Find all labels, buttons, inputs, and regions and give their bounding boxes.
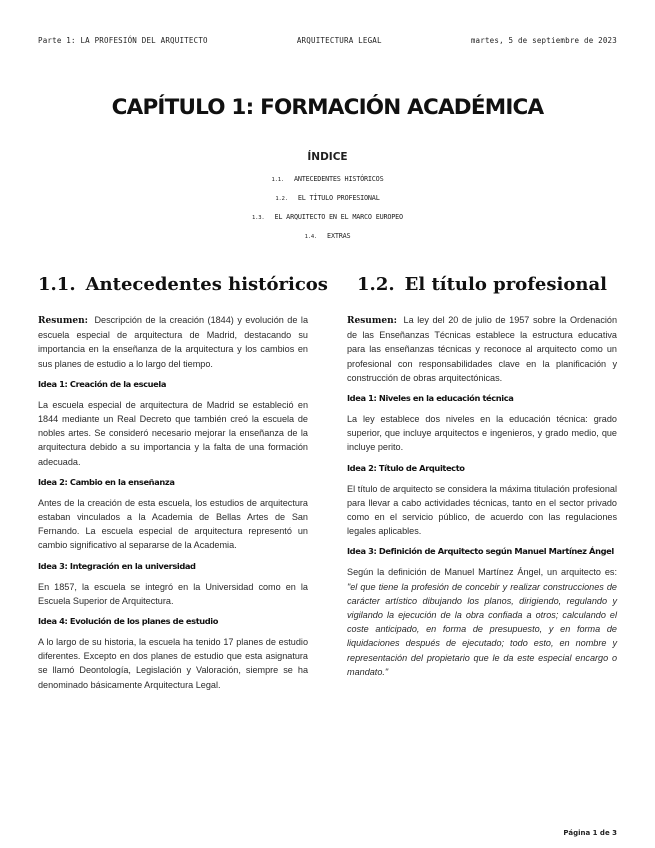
toc-item-number: 1.1. — [271, 177, 284, 183]
section-title-text: Antecedentes históricos — [85, 274, 328, 295]
summary-paragraph — [38, 313, 308, 371]
section-number: 1.2. — [357, 274, 395, 295]
toc-item-label: EL TÍTULO PROFESIONAL — [297, 194, 380, 202]
toc-item-label: ANTECEDENTES HISTÓRICOS — [293, 175, 384, 183]
section-antecedentes — [38, 274, 328, 700]
toc-item[interactable] — [0, 231, 655, 250]
toc-item-label: EL ARQUITECTO EN EL MARCO EUROPEO — [274, 213, 403, 221]
summary-text: Descripción de la creación (1844) y evolución de la escuela especial de arquitectura de Madrid, destacando su importancia en la enseñanza de la arquitectura y los cambios en sus planes de estudio a lo largo del tiempo. — [38, 315, 309, 369]
header-part-label: Parte 1: LA PROFESIÓN DEL ARQUITECTO — [38, 36, 208, 45]
summary-label: Resumen: — [347, 316, 397, 326]
idea-title: Idea 1: Creación de la escuela — [38, 378, 167, 389]
toc-item[interactable] — [0, 193, 655, 212]
toc-item[interactable] — [0, 174, 655, 193]
summary-text: La ley del 20 de julio de 1957 sobre la Ordenación de las Enseñanzas Técnicas establece la estructura educativa para las enseñanzas técnicas y reconoce al arquitecto como un profesional con responsabilidades clave en la planificación y construcción de obras arquitectónicas. — [347, 315, 618, 383]
idea-title: Idea 3: Integración en la universidad — [38, 560, 196, 571]
idea-text: Antes de la creación de esta escuela, los estudios de arquitectura estaban vinculados a la Academia de Bellas Artes de San Fernando. La escuela especial de arquitectura representó un cambio significativo al separarse de la Academia. — [38, 497, 308, 551]
section-title — [347, 274, 617, 295]
page-header — [38, 36, 617, 45]
header-subject: ARQUITECTURA LEGAL — [296, 36, 382, 45]
definition-quote: "el que tiene la profesión de concebir y realizar construcciones de carácter artístico dibujando los planos, dirigiendo, regulando y vigilando la ejecución de la obra confiada a otros; calculando el coste anticipado, en forma de presupuesto, y en forma de liquidaciones después de ejecutado; todo esto, en nombre y representación del propietario que le da este especial encargo o mandato." — [347, 581, 617, 677]
idea-title: Idea 3: Definición de Arquitecto según Manuel Martínez Ángel — [347, 546, 614, 557]
toc-item-number: 1.2. — [275, 196, 288, 202]
idea-title: Idea 4: Evolución de los planes de estudio — [38, 616, 219, 627]
toc-item-label: EXTRAS — [327, 232, 351, 240]
idea-text: En 1857, la escuela se integró en la Universidad como en la Escuela Superior de Arquitectura. — [38, 581, 308, 606]
section-title — [38, 274, 328, 295]
section-number: 1.1. — [38, 274, 76, 295]
section-title-text: El título profesional — [404, 274, 607, 295]
definition-intro: Según la definición de Manuel Martínez Ángel, un arquitecto es: — [347, 567, 617, 578]
toc-heading: ÍNDICE — [307, 151, 348, 163]
idea-text — [347, 565, 617, 679]
idea-title: Idea 2: Título de Arquitecto — [347, 462, 465, 473]
table-of-contents — [0, 174, 655, 250]
idea-title: Idea 1: Niveles en la educación técnica — [347, 393, 514, 404]
idea-title: Idea 2: Cambio en la enseñanza — [38, 476, 175, 487]
idea-text: La escuela especial de arquitectura de Madrid se estableció en 1844 mediante un Real Decreto que también creó la escuela de nobles artes. Se consideró necesario mejorar la enseñanza de la arquitectura debido a su importancia y la falta de una formación adecuada. — [38, 399, 308, 467]
section-titulo-profesional — [347, 274, 617, 687]
chapter-title: CAPÍTULO 1: FORMACIÓN ACADÉMICA — [111, 95, 544, 120]
page-number: Página 1 de 3 — [563, 829, 617, 837]
summary-label: Resumen: — [38, 316, 88, 326]
toc-item[interactable] — [0, 212, 655, 231]
toc-item-number: 1.3. — [252, 215, 265, 221]
idea-text: El título de arquitecto se considera la máxima titulación profesional para llevar a cabo actividades técnicas, tanto en el sector privado como en el servicio público, de acuerdo con las regulaciones legales aplicables. — [347, 483, 617, 537]
idea-text: A lo largo de su historia, la escuela ha tenido 17 planes de estudio diferentes. Excepto en dos planes de estudio que esta asignatura se llamó Deontología, Legislación y Valoración, siempre se ha denominado básicamente Arquitectura Legal. — [38, 637, 308, 690]
summary-paragraph — [347, 313, 617, 385]
idea-text: La ley establece dos niveles en la educación técnica: grado superior, que incluye arquitectos e ingenieros, y grado medio, que incluye perito. — [347, 414, 617, 453]
toc-item-number: 1.4. — [304, 234, 318, 240]
header-date: martes, 5 de septiembre de 2023 — [470, 36, 617, 45]
